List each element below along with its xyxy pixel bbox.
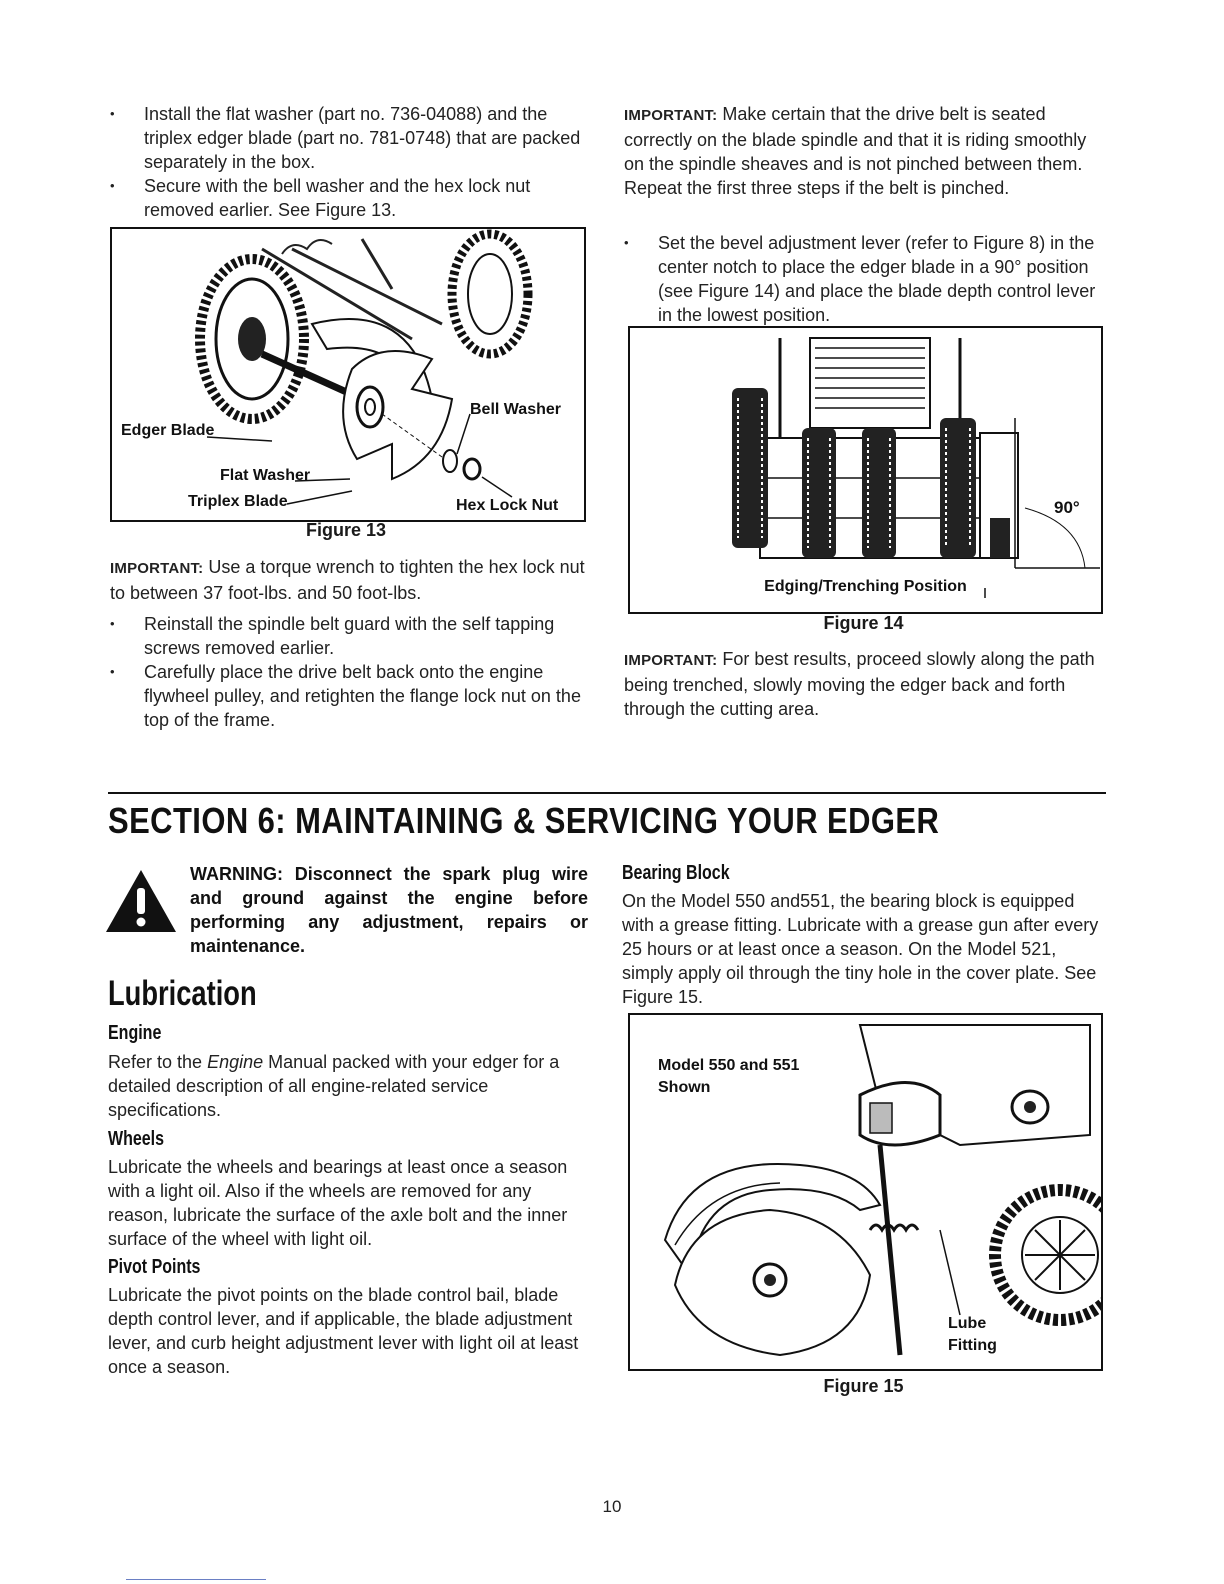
engine-heading: Engine: [108, 1022, 162, 1044]
footer-rule: [126, 1579, 266, 1580]
wheels-paragraph: Lubricate the wheels and bearings at least once a season with a light oil. Also if the wheels are removed for any reason, lubricate the surface of the axle bolt and the inner surface of the wheel with light oil.: [108, 1157, 568, 1249]
lube-label-line2: Fitting: [948, 1337, 997, 1354]
flat-washer-label: Flat Washer: [220, 467, 311, 484]
engine-paragraph: Refer to the Engine Manual packed with your edger for a detailed description of all engine-related service specifications.: [108, 1052, 560, 1120]
figure-14-caption: Figure 14: [823, 613, 904, 633]
bell-washer-label: Bell Washer: [470, 401, 561, 418]
figure-15-caption: Figure 15: [823, 1376, 904, 1396]
model-label-line2: Shown: [658, 1079, 711, 1096]
pivot-points-heading: Pivot Points: [108, 1256, 201, 1278]
torque-important-note: [110, 555, 585, 605]
figure-14-illustration: [628, 326, 1103, 614]
engine-manual-emphasis: Engine: [207, 1052, 264, 1072]
page-number: 10: [602, 1497, 622, 1516]
lube-label-line1: Lube: [948, 1315, 987, 1332]
important-text: For best results, proceed slowly along the path being trenched, slowly moving the edger back and forth through the cutting area.: [624, 649, 1095, 719]
list-item: • Set the bevel adjustment lever (refer to Figure 8) in the center notch to place the edger blade in a 90° position (see Figure 14) and place the blade depth control lever in the lowest position.: [624, 231, 1102, 327]
triplex-blade-label: Triplex Blade: [188, 493, 288, 510]
important-text: Make certain that the drive belt is seated correctly on the blade spindle and that it is riding smoothly on the spindle sheaves and is not pinched between them. Repeat the first three steps if the belt is pinched.: [624, 104, 1087, 198]
figure-13-illustration: [110, 227, 586, 522]
important-label: IMPORTANT:: [110, 560, 204, 577]
reinstall-steps-list: [110, 612, 590, 732]
list-item: • Carefully place the drive belt back onto the engine flywheel pulley, and retighten the flange lock nut on the top of the frame.: [110, 660, 590, 732]
important-label: IMPORTANT:: [624, 652, 718, 669]
bearing-block-heading: Bearing Block: [622, 862, 730, 884]
angle-label: 90°: [1054, 498, 1080, 517]
list-item: • Secure with the bell washer and the hex lock nut removed earlier. See Figure 13.: [110, 174, 590, 222]
hex-lock-nut-label: Hex Lock Nut: [456, 497, 559, 514]
important-text: Use a torque wrench to tighten the hex lock nut to between 37 foot-lbs. and 50 foot-lbs.: [110, 557, 585, 603]
edging-position-drawing: [630, 328, 1101, 612]
list-item: • Reinstall the spindle belt guard with the self tapping screws removed earlier.: [110, 612, 590, 660]
lubrication-heading: Lubrication: [108, 974, 257, 1013]
warning-triangle-icon: [104, 868, 178, 934]
important-label: IMPORTANT:: [624, 107, 718, 124]
model-label-line1: Model 550 and 551: [658, 1057, 800, 1074]
edger-blade-assembly-drawing: [112, 229, 584, 520]
list-item: • Install the flat washer (part no. 736-04088) and the triplex edger blade (part no. 781-0748) that are packed separately in the box.: [110, 102, 590, 174]
edging-position-label: Edging/Trenching Position: [764, 578, 967, 595]
bevel-steps-list: [624, 231, 1102, 327]
pivot-points-paragraph: Lubricate the pivot points on the blade control bail, blade depth control lever, and if applicable, the blade adjustment lever, and curb height adjustment lever with light oil at least once a season.: [108, 1285, 579, 1377]
belt-important-note: [624, 102, 1102, 200]
warning-text: WARNING: Disconnect the spark plug wire and ground against the engine before performing any adjustment, repairs or maintenance.: [190, 864, 588, 956]
edger-blade-label: Edger Blade: [121, 422, 215, 439]
section-title: SECTION 6: MAINTAINING & SERVICING YOUR EDGER: [108, 800, 940, 841]
figure-15-illustration: [628, 1013, 1103, 1371]
trenching-important-note: [624, 647, 1102, 721]
install-steps-list: [110, 102, 590, 222]
figure-13-caption: Figure 13: [305, 520, 387, 540]
section-divider: [108, 792, 1106, 794]
bearing-block-paragraph: On the Model 550 and551, the bearing block is equipped with a grease fitting. Lubricate with a grease gun after every 25 hours or at least once a season. On the Model 521, simply apply oil through the tiny hole in the cover plate. See Figure 15.: [622, 891, 1099, 1007]
wheels-heading: Wheels: [108, 1128, 165, 1150]
